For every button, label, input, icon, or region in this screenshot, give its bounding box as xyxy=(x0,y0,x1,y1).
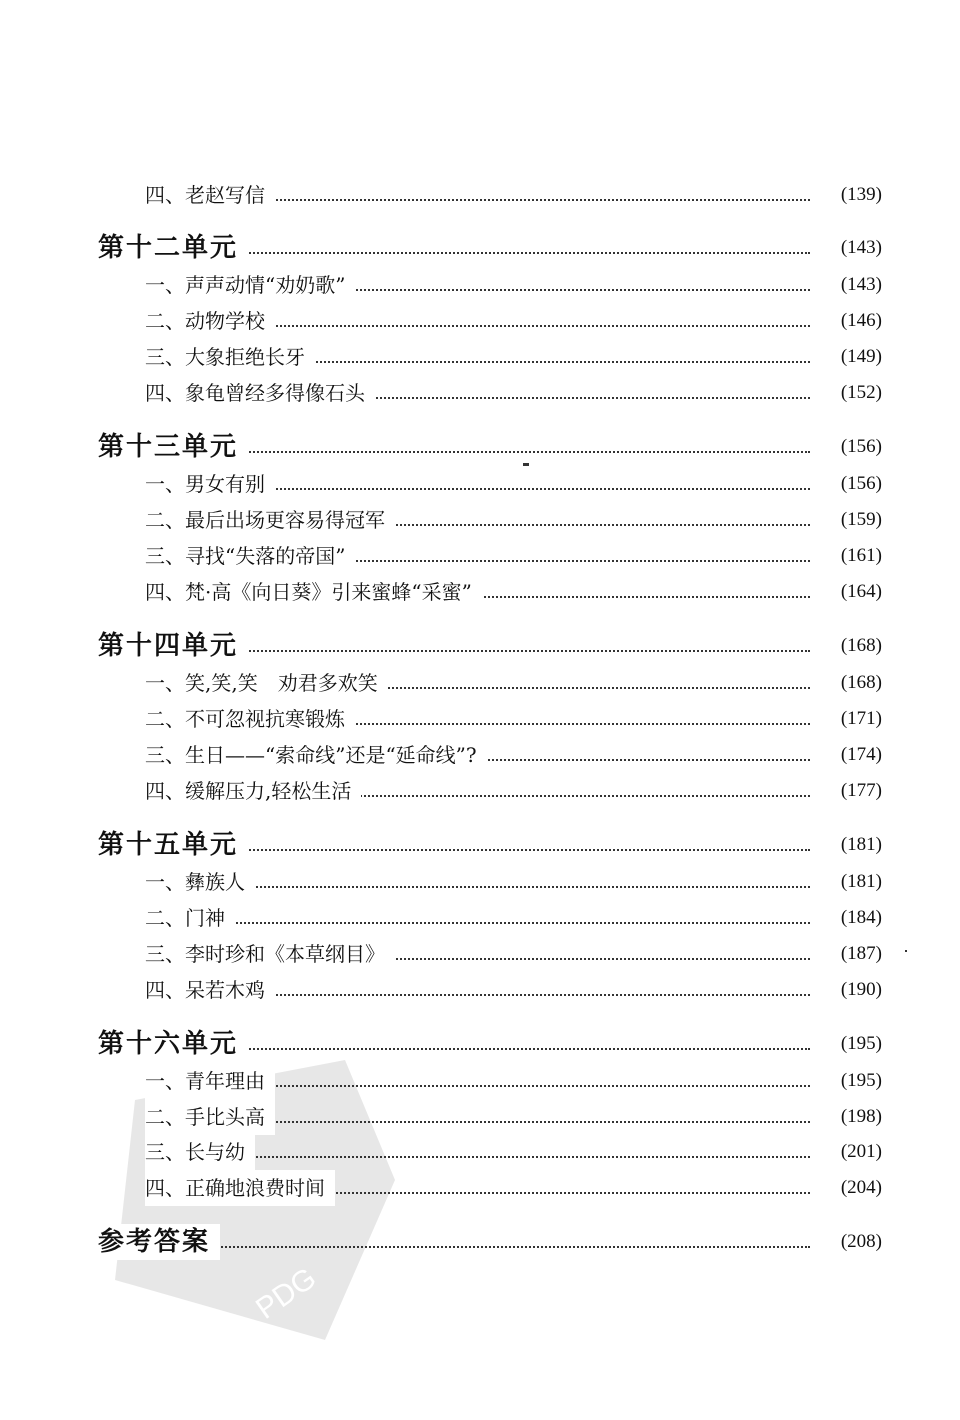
scan-speck xyxy=(905,950,907,952)
toc-unit-title: 参考答案 xyxy=(98,1224,220,1260)
toc-entry-title: 一、笑,笑,笑 劝君多欢笑 xyxy=(145,665,388,701)
toc-entry-title: 四、正确地浪费时间 xyxy=(145,1170,335,1206)
toc-entry-title: 一、男女有别 xyxy=(145,466,275,502)
toc-entry-page: (152) xyxy=(833,375,882,411)
toc-entry-title: 二、动物学校 xyxy=(145,303,275,339)
toc-entry[interactable] xyxy=(0,375,960,411)
toc-entry-title: 一、彝族人 xyxy=(145,864,255,900)
toc-entry-title: 四、缓解压力,轻松生活 xyxy=(145,773,361,809)
toc-entry-title: 三、李时珍和《本草纲目》 xyxy=(145,936,395,972)
toc-entry-page: (146) xyxy=(833,303,882,339)
toc-entry[interactable] xyxy=(0,701,960,737)
toc-unit-heading[interactable] xyxy=(0,1026,960,1062)
toc-entry-page: (171) xyxy=(833,701,882,737)
toc-entry-page: (181) xyxy=(833,864,882,900)
toc-entry[interactable] xyxy=(0,737,960,773)
toc-entry-page: (198) xyxy=(833,1099,882,1135)
toc-entry-title: 三、寻找“失落的帝国” xyxy=(145,538,355,574)
toc-unit-heading[interactable] xyxy=(0,429,960,465)
toc-entry-page: (187) xyxy=(833,936,882,972)
toc-entry-page: (177) xyxy=(833,773,882,809)
toc-entry[interactable] xyxy=(0,267,960,303)
toc-unit-page: (208) xyxy=(833,1224,882,1260)
toc-unit-heading[interactable] xyxy=(0,827,960,863)
toc-entry-page: (156) xyxy=(833,466,882,502)
toc-unit-page: (156) xyxy=(833,429,882,465)
toc-entry[interactable] xyxy=(0,864,960,900)
toc-unit-heading[interactable] xyxy=(0,230,960,266)
toc-entry-title: 三、生日——“索命线”还是“延命线”? xyxy=(145,737,487,773)
toc-entry-page: (161) xyxy=(833,538,882,574)
toc-entry[interactable] xyxy=(0,936,960,972)
toc-entry-page: (195) xyxy=(833,1063,882,1099)
toc-entry[interactable] xyxy=(0,339,960,375)
watermark-text: PDG xyxy=(250,1261,323,1326)
toc-entry-title: 二、不可忽视抗寒锻炼 xyxy=(145,701,355,737)
toc-entry-page: (159) xyxy=(833,502,882,538)
toc-entry-page: (204) xyxy=(833,1170,882,1206)
toc-entry-title: 一、声声动情“劝奶歌” xyxy=(145,267,355,303)
toc-entry-page: (174) xyxy=(833,737,882,773)
toc-entry-title: 四、象龟曾经多得像石头 xyxy=(145,375,375,411)
toc-unit-title: 第十五单元 xyxy=(98,827,248,863)
toc-entry-title: 四、老赵写信 xyxy=(145,177,275,213)
toc-entry[interactable] xyxy=(0,538,960,574)
toc-unit-page: (168) xyxy=(833,628,882,664)
toc-entry[interactable] xyxy=(0,466,960,502)
toc-entry-page: (184) xyxy=(833,900,882,936)
toc-entry[interactable] xyxy=(0,773,960,809)
toc-entry[interactable] xyxy=(0,665,960,701)
dot-leader xyxy=(145,922,810,924)
toc-unit-heading[interactable] xyxy=(0,1224,960,1260)
toc-entry[interactable] xyxy=(0,972,960,1008)
toc-entry-page: (143) xyxy=(833,267,882,303)
toc-entry-title: 二、手比头高 xyxy=(145,1099,275,1135)
toc-entry[interactable] xyxy=(0,177,960,213)
toc-entry-title: 二、门神 xyxy=(145,900,235,936)
toc-unit-page: (181) xyxy=(833,827,882,863)
toc-entry-title: 二、最后出场更容易得冠军 xyxy=(145,502,395,538)
toc-entry-page: (139) xyxy=(833,177,882,213)
toc-entry-page: (190) xyxy=(833,972,882,1008)
toc-entry[interactable] xyxy=(0,502,960,538)
toc-entry-page: (201) xyxy=(833,1134,882,1170)
toc-entry-title: 三、长与幼 xyxy=(145,1134,255,1170)
toc-unit-heading[interactable] xyxy=(0,628,960,664)
toc-unit-title: 第十六单元 xyxy=(98,1026,248,1062)
toc-unit-title: 第十三单元 xyxy=(98,429,248,465)
toc-entry-page: (168) xyxy=(833,665,882,701)
toc-unit-page: (195) xyxy=(833,1026,882,1062)
toc-entry-page: (149) xyxy=(833,339,882,375)
toc-entry[interactable] xyxy=(0,574,960,610)
toc-entry-title: 一、青年理由 xyxy=(145,1063,275,1099)
toc-unit-page: (143) xyxy=(833,230,882,266)
toc-entry-title: 四、呆若木鸡 xyxy=(145,972,275,1008)
toc-unit-title: 第十四单元 xyxy=(98,628,248,664)
toc-unit-title: 第十二单元 xyxy=(98,230,248,266)
toc-entry-title: 四、梵·高《向日葵》引来蜜蜂“采蜜” xyxy=(145,574,482,610)
scan-speck xyxy=(523,463,529,466)
toc-entry[interactable] xyxy=(0,900,960,936)
toc-entry-title: 三、大象拒绝长牙 xyxy=(145,339,315,375)
toc-entry-page: (164) xyxy=(833,574,882,610)
toc-entry[interactable] xyxy=(0,303,960,339)
